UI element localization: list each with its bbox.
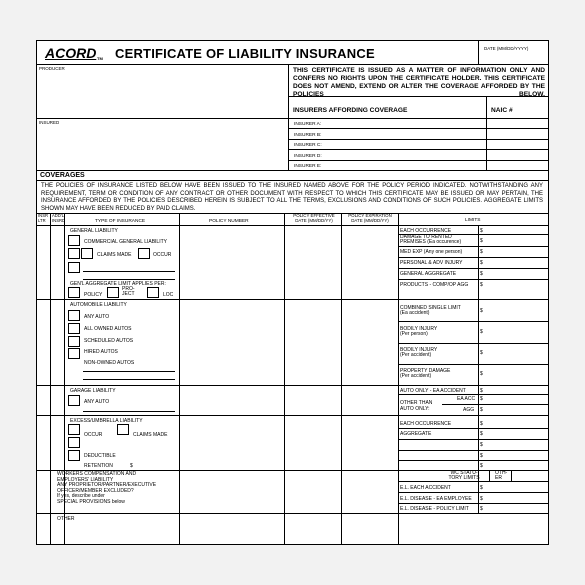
gl-blank-line-2[interactable] bbox=[83, 279, 175, 280]
acord-logo: ACORD bbox=[45, 45, 97, 61]
limit-personal-adv: PERSONAL & ADV INJURY bbox=[400, 260, 463, 266]
garage-any-auto-label: ANY AUTO bbox=[84, 399, 110, 405]
divider bbox=[398, 460, 548, 461]
divider bbox=[37, 170, 548, 171]
insured-field[interactable] bbox=[39, 127, 287, 169]
producer-field[interactable] bbox=[39, 73, 287, 117]
limit-el-each-accident: E.L. EACH ACCIDENT bbox=[400, 485, 451, 491]
limit-each-occurrence: EACH OCCURRENCE bbox=[400, 228, 452, 234]
date-field[interactable] bbox=[479, 53, 549, 64]
divider bbox=[37, 225, 548, 226]
limit-bodily-injury-person: BODILY INJURY (Per person) bbox=[400, 326, 438, 337]
dollar-sign: $ bbox=[480, 431, 483, 437]
limit-property-damage: PROPERTY DAMAGE (Per accident) bbox=[400, 368, 451, 379]
form-title: CERTIFICATE OF LIABILITY INSURANCE bbox=[115, 46, 375, 61]
limit-combined-single: COMBINED SINGLE LIMIT (Ea accident) bbox=[400, 305, 461, 316]
divider bbox=[398, 492, 548, 493]
gl-blank-checkbox-1[interactable] bbox=[68, 248, 80, 259]
hired-autos-label: HIRED AUTOS bbox=[84, 349, 118, 355]
wc-other: OTH- ER bbox=[495, 470, 508, 481]
insurer-d-label: INSURER D: bbox=[294, 154, 322, 159]
dollar-sign: $ bbox=[480, 271, 483, 277]
limits-header: LIMITS bbox=[465, 218, 481, 223]
policy-label: POLICY bbox=[84, 292, 103, 298]
ea-acc-label: EA ACC bbox=[457, 396, 476, 402]
divider bbox=[398, 394, 548, 395]
aggregate-applies-label: GEN'L AGGREGATE LIMIT APPLIES PER: bbox=[70, 281, 166, 287]
add-insrd-header: ADD'L INSRD bbox=[52, 213, 66, 223]
insurers-header: INSURERS AFFORDING COVERAGE bbox=[293, 107, 408, 114]
scheduled-autos-checkbox[interactable] bbox=[68, 336, 80, 347]
divider bbox=[398, 450, 548, 451]
divider bbox=[398, 481, 548, 482]
divider bbox=[284, 213, 285, 545]
logo-trademark: TM bbox=[97, 56, 103, 61]
divider bbox=[50, 213, 51, 545]
wc-statutory-limits: WC STATU- TORY LIMITS bbox=[448, 470, 480, 481]
dollar-sign: $ bbox=[480, 421, 483, 427]
insured-label: INSURED bbox=[39, 120, 60, 125]
divider bbox=[37, 415, 548, 416]
other-coverage-field[interactable] bbox=[180, 514, 547, 544]
dollar-sign: $ bbox=[480, 485, 483, 491]
non-owned-autos-label: NON-OWNED AUTOS bbox=[84, 360, 135, 366]
excess-checkbox[interactable] bbox=[68, 424, 80, 435]
divider bbox=[398, 257, 548, 258]
insurer-c-label: INSURER C: bbox=[294, 143, 322, 148]
commercial-gl-label: COMMERCIAL GENERAL LIABILITY bbox=[84, 239, 167, 245]
dollar-sign: $ bbox=[480, 463, 483, 469]
dollar-sign: $ bbox=[480, 308, 483, 314]
limit-el-disease-policy: E.L. DISEASE - POLICY LIMIT bbox=[400, 506, 469, 512]
divider bbox=[489, 470, 490, 481]
dollar-sign: $ bbox=[480, 407, 483, 413]
divider bbox=[398, 503, 548, 504]
dollar-sign: $ bbox=[480, 396, 483, 402]
policy-effective-header: POLICY EFFECTIVE DATE (MM/DD/YY) bbox=[293, 213, 335, 223]
dollar-sign: $ bbox=[480, 350, 483, 356]
divider bbox=[398, 213, 399, 545]
type-of-insurance-header: TYPE OF INSURANCE bbox=[95, 219, 146, 224]
limit-bodily-injury-accident: BODILY INJURY (Per accident) bbox=[400, 347, 438, 358]
limit-el-disease-employee: E.L. DISEASE - EA EMPLOYEE bbox=[400, 496, 472, 502]
general-liability-checkbox[interactable] bbox=[68, 235, 80, 246]
acord-certificate-form bbox=[36, 40, 549, 545]
divider bbox=[398, 439, 548, 440]
divider bbox=[442, 404, 548, 405]
insurer-e-label: INSURER E: bbox=[294, 164, 322, 169]
dollar-sign: $ bbox=[480, 238, 483, 244]
limit-damage-rented: DAMAGE TO RENTED PREMISES (Ea occurence) bbox=[400, 234, 462, 245]
divider bbox=[37, 385, 548, 386]
divider bbox=[398, 343, 548, 344]
agg-label: AGG bbox=[463, 407, 475, 413]
garage-any-auto-checkbox[interactable] bbox=[68, 395, 80, 406]
divider bbox=[288, 96, 548, 97]
policy-checkbox[interactable] bbox=[68, 287, 80, 298]
limit-general-aggregate: GENERAL AGGREGATE bbox=[400, 271, 457, 277]
limit-auto-only-ea-accident: AUTO ONLY - EA ACCIDENT bbox=[400, 388, 466, 394]
divider bbox=[179, 213, 180, 545]
policy-number-header: POLICY NUMBER bbox=[209, 219, 249, 224]
certificate-notice: THIS CERTIFICATE IS ISSUED AS A MATTER OF INFORMATION ONLY AND CONFERS NO RIGHTS UPON THE CERTIFICATE HOLDER. THIS CERTIFICATE DOES NOT AMEND, EXTEND OR ALTER THE COVERAGE AFFORDED BY THE POLICIES BELOW. bbox=[293, 67, 545, 98]
dollar-sign: $ bbox=[480, 388, 483, 394]
divider bbox=[398, 279, 548, 280]
dollar-sign: $ bbox=[480, 282, 483, 288]
limit-excess-each-occurrence: EACH OCCURRENCE bbox=[400, 421, 452, 427]
limit-med-exp: MED EXP (Any one person) bbox=[400, 249, 463, 255]
date-label: DATE (MM/DD/YYYY) bbox=[484, 46, 529, 51]
hired-autos-checkbox[interactable] bbox=[68, 348, 80, 359]
limit-excess-aggregate: AGGREGATE bbox=[400, 431, 432, 437]
insurer-names-field[interactable] bbox=[337, 119, 485, 169]
garage-blank-line[interactable] bbox=[83, 411, 175, 412]
deductible-checkbox[interactable] bbox=[68, 450, 80, 461]
retention-label: RETENTION bbox=[84, 463, 113, 469]
dollar-sign: $ bbox=[480, 442, 483, 448]
excess-occur-checkbox[interactable] bbox=[117, 424, 129, 435]
producer-label: PRODUCER bbox=[39, 66, 65, 71]
other-label: OTHER bbox=[57, 516, 75, 522]
divider bbox=[37, 180, 548, 181]
dollar-sign: $ bbox=[480, 228, 483, 234]
gl-blank-line-1[interactable] bbox=[83, 271, 175, 272]
divider bbox=[37, 64, 548, 65]
other-than-auto-only: OTHER THAN AUTO ONLY: bbox=[400, 400, 433, 412]
limit-products-comp: PRODUCTS - COMP/OP AGG bbox=[400, 282, 469, 288]
excess-blank-checkbox[interactable] bbox=[68, 437, 80, 448]
deductible-label: DEDUCTIBLE bbox=[84, 453, 116, 459]
any-auto-label: ANY AUTO bbox=[84, 314, 110, 320]
dollar-sign: $ bbox=[480, 249, 483, 255]
loc-label: LOC bbox=[163, 292, 174, 298]
gl-blank-checkbox-2[interactable] bbox=[68, 262, 80, 273]
project-label: PRO- JECT bbox=[122, 286, 135, 297]
occur-label: OCCUR bbox=[153, 252, 172, 258]
dollar-sign: $ bbox=[480, 453, 483, 459]
excess-liability-heading: EXCESS/UMBRELLA LIABILITY bbox=[70, 418, 143, 424]
claims-made-checkbox[interactable] bbox=[81, 248, 93, 259]
auto-blank-line-2[interactable] bbox=[83, 379, 175, 380]
occur-checkbox[interactable] bbox=[138, 248, 150, 259]
divider bbox=[288, 64, 289, 170]
auto-blank-line-1[interactable] bbox=[83, 371, 175, 372]
any-auto-checkbox[interactable] bbox=[68, 310, 80, 321]
divider bbox=[341, 213, 342, 545]
all-owned-autos-label: ALL OWNED AUTOS bbox=[84, 326, 132, 332]
insurer-b-label: INSURER B: bbox=[294, 133, 322, 138]
scheduled-autos-label: SCHEDULED AUTOS bbox=[84, 338, 134, 344]
coverages-label: COVERAGES bbox=[40, 172, 85, 179]
divider bbox=[398, 268, 548, 269]
insurer-a-label: INSURER A: bbox=[294, 122, 322, 127]
garage-liability-heading: GARAGE LIABILITY bbox=[70, 388, 116, 394]
policy-expiration-header: POLICY EXPIRATION DATE (MM/DD/YY) bbox=[348, 213, 392, 223]
workers-comp-label: WORKERS COMPENSATION AND EMPLOYERS' LIABILITY ANY PROPRIETOR/PARTNER/EXECUTIVE OFFICER/MEMBER EXCLUDED? If yes, describe under SPECIAL PROVISIONS below bbox=[57, 471, 157, 505]
retention-dollar: $ bbox=[130, 463, 133, 469]
project-checkbox[interactable] bbox=[107, 287, 119, 298]
divider bbox=[398, 321, 548, 322]
dollar-sign: $ bbox=[480, 371, 483, 377]
divider bbox=[511, 470, 512, 481]
naic-label: NAIC # bbox=[491, 107, 513, 114]
dollar-sign: $ bbox=[480, 506, 483, 512]
auto-liability-heading: AUTOMOBILE LIABILITY bbox=[70, 302, 127, 308]
excess-occur-label: OCCUR bbox=[84, 432, 103, 438]
coverages-statement: THE POLICIES OF INSURANCE LISTED BELOW HAVE BEEN ISSUED TO THE INSURED NAMED ABOVE FOR THE POLICY PERIOD INDICATED. NOTWITHSTANDING ANY REQUIREMENT, TERM OR CONDITION OF ANY CONTRACT OR OTHER DOCUMENT WITH RESPECT TO WHICH THIS CERTIFICATE MAY BE ISSUED OR MAY PERTAIN, THE INSURANCE AFFORDED BY THE POLICIES DESCRIBED HEREIN IS SUBJECT TO ALL THE TERMS, EXCLUSIONS AND CONDITIONS OF SUCH POLICIES. AGGREGATE LIMITS SHOWN MAY HAVE BEEN REDUCED BY PAID CLAIMS. bbox=[41, 183, 543, 212]
insr-ltr-header: INSR LTR bbox=[38, 213, 49, 223]
loc-checkbox[interactable] bbox=[147, 287, 159, 298]
divider bbox=[398, 364, 548, 365]
dollar-sign: $ bbox=[480, 329, 483, 335]
claims-made-label: CLAIMS MADE bbox=[97, 252, 132, 258]
divider bbox=[398, 246, 548, 247]
excess-claims-made-label: CLAIMS MADE bbox=[133, 432, 168, 438]
dollar-sign: $ bbox=[480, 260, 483, 266]
general-liability-heading: GENERAL LIABILITY bbox=[70, 228, 118, 234]
dollar-sign: $ bbox=[480, 496, 483, 502]
all-owned-autos-checkbox[interactable] bbox=[68, 323, 80, 334]
divider bbox=[486, 96, 487, 170]
divider bbox=[398, 428, 548, 429]
divider bbox=[37, 299, 548, 300]
